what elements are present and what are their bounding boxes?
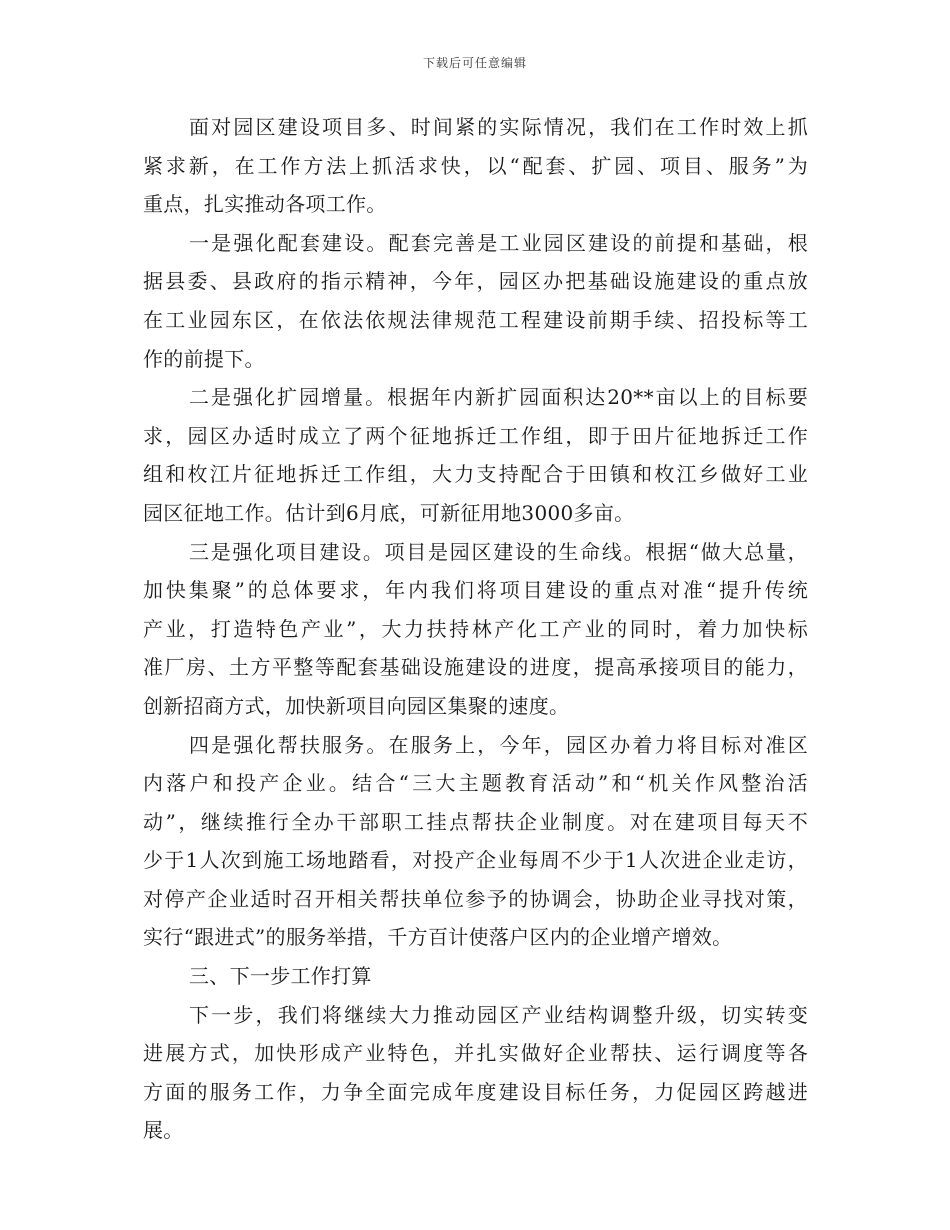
paragraph-park-expansion bbox=[143, 378, 808, 532]
text-line: 园区征地工作。估计到6月底，可新征用地3000多亩。 bbox=[143, 500, 635, 525]
text-line: 一是强化配套建设。配套完善是工业园区建设的前提和基础，根 bbox=[189, 230, 808, 255]
text-line: 准厂房、土方平整等配套基础设施建设的进度，提高承接项目的能力， bbox=[143, 655, 808, 680]
text-line: 方面的服务工作，力争全面完成年度建设目标任务，力促园区跨越进 bbox=[143, 1079, 808, 1104]
text-line: 内落户和投产企业。结合“三大主题教育活动”和“机关作风整治活 bbox=[143, 771, 808, 796]
text-line: 加快集聚”的总体要求，年内我们将项目建设的重点对准“提升传统 bbox=[143, 578, 808, 603]
text-line: 求，园区办适时成立了两个征地拆迁工作组，即于田片征地拆迁工作 bbox=[143, 423, 808, 448]
text-line: 进展方式，加快形成产业特色，并扎实做好企业帮扶、运行调度等各 bbox=[143, 1041, 808, 1066]
text-line: 少于1人次到施工场地踏看，对投产企业每周不少于1人次进企业走访， bbox=[143, 848, 808, 873]
text-line: 产业，打造特色产业”，大力扶持林产化工产业的同时，着力加快标 bbox=[143, 616, 808, 641]
heading-line: 三、下一步工作打算 bbox=[189, 964, 372, 989]
text-line: 作的前提下。 bbox=[143, 346, 265, 371]
paragraph-assistance-service bbox=[143, 726, 808, 958]
text-line: 重点，扎实推动各项工作。 bbox=[143, 192, 387, 217]
text-line: 实行“跟进式”的服务举措，千方百计使落户区内的企业增产增效。 bbox=[143, 925, 733, 950]
text-line: 对停产企业适时召开相关帮扶单位参予的协调会，协助企业寻找对策， bbox=[143, 886, 808, 911]
page-header: 下载后可任意编辑 bbox=[422, 56, 527, 70]
text-line: 组和枚江片征地拆迁工作组，大力支持配合于田镇和枚江乡做好工业 bbox=[143, 462, 808, 487]
text-line: 紧求新，在工作方法上抓活求快，以“配套、扩园、项目、服务”为 bbox=[143, 153, 808, 178]
text-line: 二是强化扩园增量。根据年内新扩园面积达20**亩以上的目标要 bbox=[189, 385, 808, 410]
text-line: 三是强化项目建设。项目是园区建设的生命线。根据“做大总量， bbox=[189, 539, 808, 564]
document-body bbox=[143, 108, 808, 1150]
paragraph-intro bbox=[143, 108, 808, 224]
text-line: 据县委、县政府的指示精神，今年，园区办把基础设施建设的重点放 bbox=[143, 269, 808, 294]
paragraph-project-construction bbox=[143, 533, 808, 726]
paragraph-supporting-construction bbox=[143, 224, 808, 378]
paragraph-next-steps bbox=[143, 996, 808, 1150]
text-line: 展。 bbox=[143, 1118, 184, 1143]
text-line: 动”，继续推行全办干部职工挂点帮扶企业制度。对在建项目每天不 bbox=[143, 809, 808, 834]
text-line: 创新招商方式，加快新项目向园区集聚的速度。 bbox=[143, 693, 570, 718]
text-line: 四是强化帮扶服务。在服务上，今年，园区办着力将目标对准区 bbox=[189, 732, 808, 757]
text-line: 面对园区建设项目多、时间紧的实际情况，我们在工作时效上抓 bbox=[189, 115, 808, 139]
text-line: 在工业园东区，在依法依规法律规范工程建设前期手续、招投标等工 bbox=[143, 307, 808, 332]
text-line: 下一步，我们将继续大力推动园区产业结构调整升级，切实转变 bbox=[189, 1002, 808, 1027]
section-heading bbox=[143, 957, 808, 996]
